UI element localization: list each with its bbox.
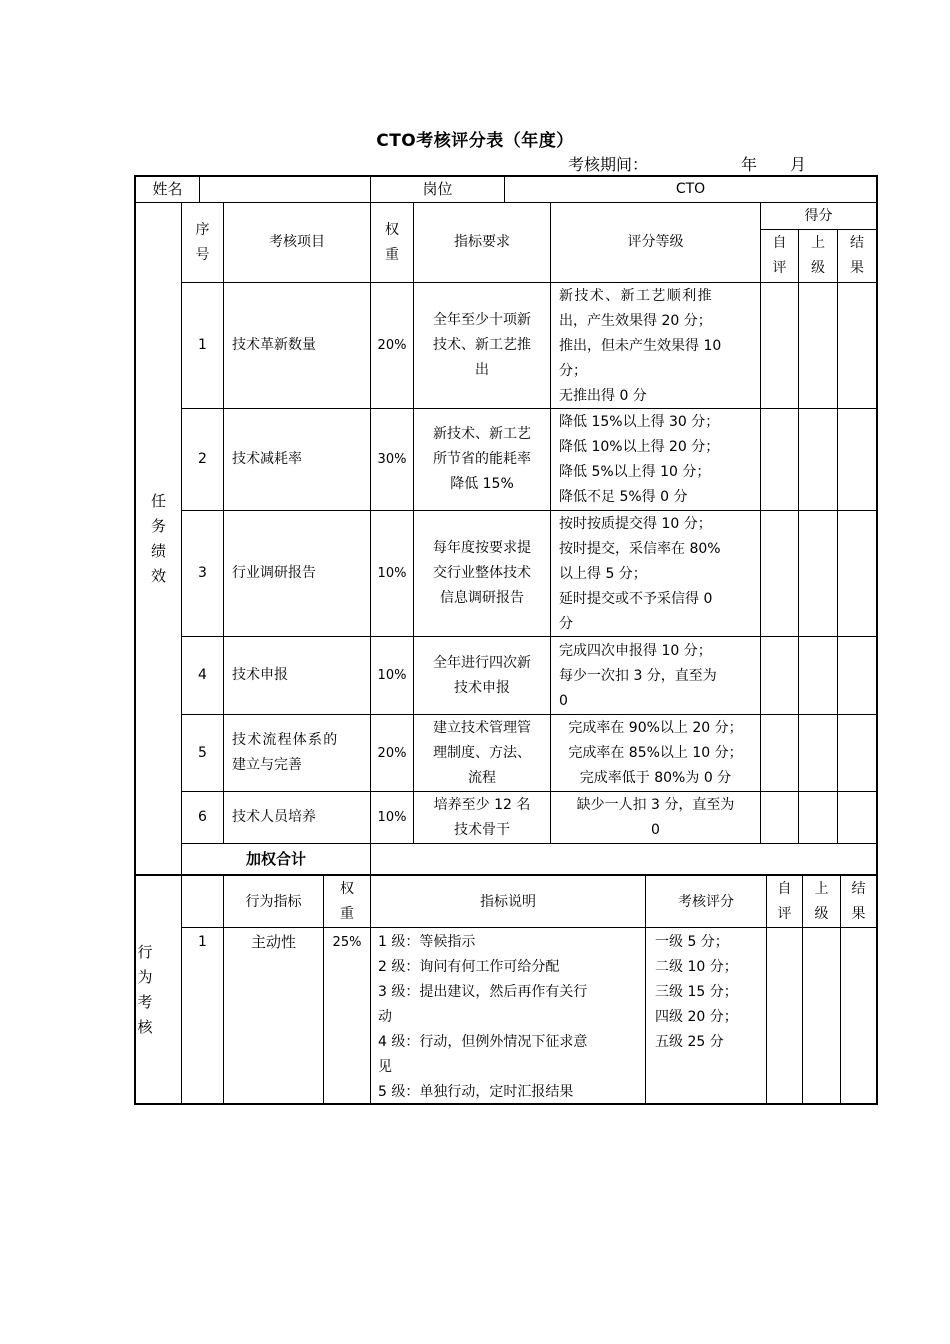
req-line: 降低 15% bbox=[450, 476, 514, 492]
grade-line: 无推出得 0 分 bbox=[559, 388, 647, 404]
page-title: CTO考核评分表（年度） bbox=[376, 131, 574, 151]
col-result-text: 结果 bbox=[850, 235, 864, 276]
req-line: 技术申报 bbox=[454, 679, 510, 696]
score-line: 四级 20 分； bbox=[655, 1009, 738, 1025]
item-line: 建立与完善 bbox=[232, 757, 302, 773]
grade-line: 降低 5%以上得 10 分； bbox=[559, 464, 711, 480]
col-item-header: 考核项目 bbox=[269, 234, 325, 250]
col-bboss-header bbox=[803, 877, 840, 927]
task-row-item bbox=[224, 715, 370, 791]
req-line: 新技术、新工艺 bbox=[433, 426, 531, 442]
desc-line: 5 级：单独行动，定时汇报结果 bbox=[378, 1084, 574, 1100]
col-weight-text: 权重 bbox=[385, 221, 399, 263]
behavior-row-desc bbox=[378, 930, 643, 1105]
behavior-row-weight: 25% bbox=[332, 935, 362, 950]
task-row-item: 行业调研报告 bbox=[232, 565, 316, 581]
task-row-req bbox=[414, 715, 550, 791]
name-value[interactable] bbox=[200, 177, 370, 202]
grade-line: 降低不足 5%得 0 分 bbox=[559, 489, 688, 505]
grade-line: 0 bbox=[559, 693, 568, 709]
grade-line: 按时提交，采信率在 80% bbox=[559, 541, 721, 557]
grade-line: 出，产生效果得 20 分； bbox=[559, 313, 712, 329]
score-line: 五级 25 分 bbox=[655, 1034, 724, 1050]
req-line: 交行业整体技术 bbox=[433, 565, 531, 581]
grade-line: 按时按质提交得 10 分； bbox=[559, 516, 712, 532]
col-bboss-text: 上级 bbox=[814, 881, 829, 922]
req-line: 培养至少 12 名 bbox=[433, 796, 531, 813]
period-month: 月 bbox=[790, 155, 807, 174]
col-weight-header bbox=[371, 203, 413, 282]
grade-line: 完成率在 90%以上 20 分； bbox=[568, 719, 743, 736]
task-section-label bbox=[136, 203, 181, 874]
behavior-section-label bbox=[136, 876, 181, 1103]
col-bself-text: 自评 bbox=[777, 881, 792, 922]
col-score-header: 得分 bbox=[804, 207, 833, 224]
task-row-req bbox=[414, 792, 550, 843]
task-row-weight: 10% bbox=[377, 810, 407, 825]
req-line: 技术、新工艺推 bbox=[433, 337, 531, 353]
desc-line: 2 级：询问有何工作可给分配 bbox=[378, 959, 560, 975]
task-row-item: 技术申报 bbox=[232, 667, 288, 683]
col-self-header bbox=[761, 230, 798, 282]
desc-line: 见 bbox=[378, 1059, 392, 1075]
col-bscore-header: 考核评分 bbox=[678, 893, 734, 910]
col-boss-header bbox=[799, 230, 837, 282]
col-desc-header: 指标说明 bbox=[480, 893, 536, 910]
task-row-weight: 20% bbox=[377, 338, 407, 353]
grade-line: 完成率在 85%以上 10 分； bbox=[568, 744, 743, 761]
task-row-item: 技术人员培养 bbox=[232, 809, 316, 825]
period-year: 年 bbox=[741, 155, 758, 174]
task-row-grade bbox=[559, 410, 759, 510]
req-line: 全年至少十项新 bbox=[433, 312, 531, 328]
req-line: 流程 bbox=[468, 769, 496, 786]
desc-line: 1 级：等候指示 bbox=[378, 934, 476, 950]
grade-line: 以上得 5 分； bbox=[559, 566, 647, 582]
weighted-total-label: 加权合计 bbox=[245, 849, 306, 868]
req-line: 建立技术管理管 bbox=[433, 719, 531, 736]
weighted-total-value[interactable] bbox=[371, 844, 876, 874]
col-req-header: 指标要求 bbox=[454, 234, 510, 250]
task-row-weight: 30% bbox=[377, 452, 407, 467]
task-row-req bbox=[414, 637, 550, 714]
col-result-header bbox=[838, 230, 876, 282]
item-line: 技术流程体系的 bbox=[232, 732, 339, 748]
col-seq-header bbox=[182, 203, 223, 282]
name-label: 姓名 bbox=[152, 180, 183, 198]
task-row-grade bbox=[551, 792, 760, 843]
task-row-item: 技术减耗率 bbox=[232, 451, 302, 467]
col-bweight-header bbox=[324, 877, 370, 927]
col-seq-text: 序号 bbox=[195, 221, 210, 263]
task-row-grade bbox=[559, 512, 759, 637]
task-row-req bbox=[414, 511, 550, 636]
grade-line: 降低 15%以上得 30 分； bbox=[559, 414, 720, 430]
grade-line: 推出，但未产生效果得 10 bbox=[559, 338, 722, 354]
req-line: 出 bbox=[475, 362, 489, 378]
col-bself-header bbox=[767, 877, 802, 927]
task-row-item: 技术革新数量 bbox=[232, 337, 316, 353]
position-label: 岗位 bbox=[422, 180, 453, 198]
grade-line: 新技术、新工艺顺利推 bbox=[559, 288, 713, 304]
task-row-grade bbox=[559, 639, 759, 714]
col-indicator-header: 行为指标 bbox=[245, 893, 302, 910]
score-line: 二级 10 分； bbox=[655, 959, 738, 975]
col-bweight-text: 权重 bbox=[340, 881, 354, 922]
behavior-row-seq: 1 bbox=[198, 934, 207, 950]
req-line: 信息调研报告 bbox=[440, 590, 524, 606]
req-line: 全年进行四次新 bbox=[433, 654, 531, 671]
desc-line: 动 bbox=[378, 1009, 392, 1025]
position-value: CTO bbox=[675, 181, 706, 197]
task-row-weight: 10% bbox=[377, 566, 407, 581]
behavior-row-indicator: 主动性 bbox=[250, 933, 296, 951]
behavior-section-text: 行为考核 bbox=[137, 942, 153, 1036]
task-row-grade bbox=[551, 715, 760, 791]
grade-line: 完成率低于 80%为 0 分 bbox=[579, 769, 732, 786]
task-row-seq: 5 bbox=[198, 744, 207, 761]
grade-line: 降低 10%以上得 20 分； bbox=[559, 439, 720, 455]
task-row-req bbox=[414, 283, 550, 408]
grade-line: 延时提交或不予采信得 0 bbox=[559, 591, 713, 607]
req-line: 所节省的能耗率 bbox=[433, 451, 531, 467]
req-line: 理制度、方法、 bbox=[433, 744, 531, 761]
task-row-grade bbox=[559, 284, 759, 409]
task-row-seq: 6 bbox=[198, 809, 207, 825]
grade-line: 完成四次申报得 10 分； bbox=[559, 643, 712, 659]
col-bresult-header bbox=[841, 877, 876, 927]
col-grade-header: 评分等级 bbox=[627, 234, 684, 250]
task-section-text: 任务绩效 bbox=[150, 491, 166, 585]
period-label: 考核期间： bbox=[568, 155, 649, 174]
grade-line: 分 bbox=[559, 616, 573, 632]
task-row-seq: 4 bbox=[198, 667, 207, 683]
task-row-seq: 3 bbox=[198, 565, 207, 581]
desc-line: 3 级：提出建议，然后再作有关行 bbox=[378, 984, 588, 1000]
task-row-seq: 2 bbox=[198, 451, 207, 467]
task-row-seq: 1 bbox=[198, 337, 207, 353]
task-row-req bbox=[414, 409, 550, 510]
grade-line: 0 bbox=[651, 821, 660, 838]
score-line: 三级 15 分； bbox=[655, 984, 738, 1000]
grade-line: 缺少一人扣 3 分，直至为 bbox=[576, 796, 735, 813]
grade-line: 分； bbox=[559, 363, 587, 379]
col-boss-text: 上级 bbox=[811, 235, 825, 276]
col-bresult-text: 结果 bbox=[851, 881, 866, 922]
req-line: 每年度按要求提 bbox=[433, 540, 531, 556]
behavior-row-score bbox=[655, 930, 765, 1055]
score-line: 一级 5 分； bbox=[655, 934, 729, 950]
task-row-weight: 20% bbox=[377, 745, 407, 761]
desc-line: 4 级：行动，但例外情况下征求意 bbox=[378, 1034, 588, 1050]
task-row-weight: 10% bbox=[377, 668, 407, 683]
col-self-text: 自评 bbox=[772, 235, 787, 276]
req-line: 技术骨干 bbox=[454, 821, 510, 838]
grade-line: 每少一次扣 3 分，直至为 bbox=[559, 668, 717, 684]
